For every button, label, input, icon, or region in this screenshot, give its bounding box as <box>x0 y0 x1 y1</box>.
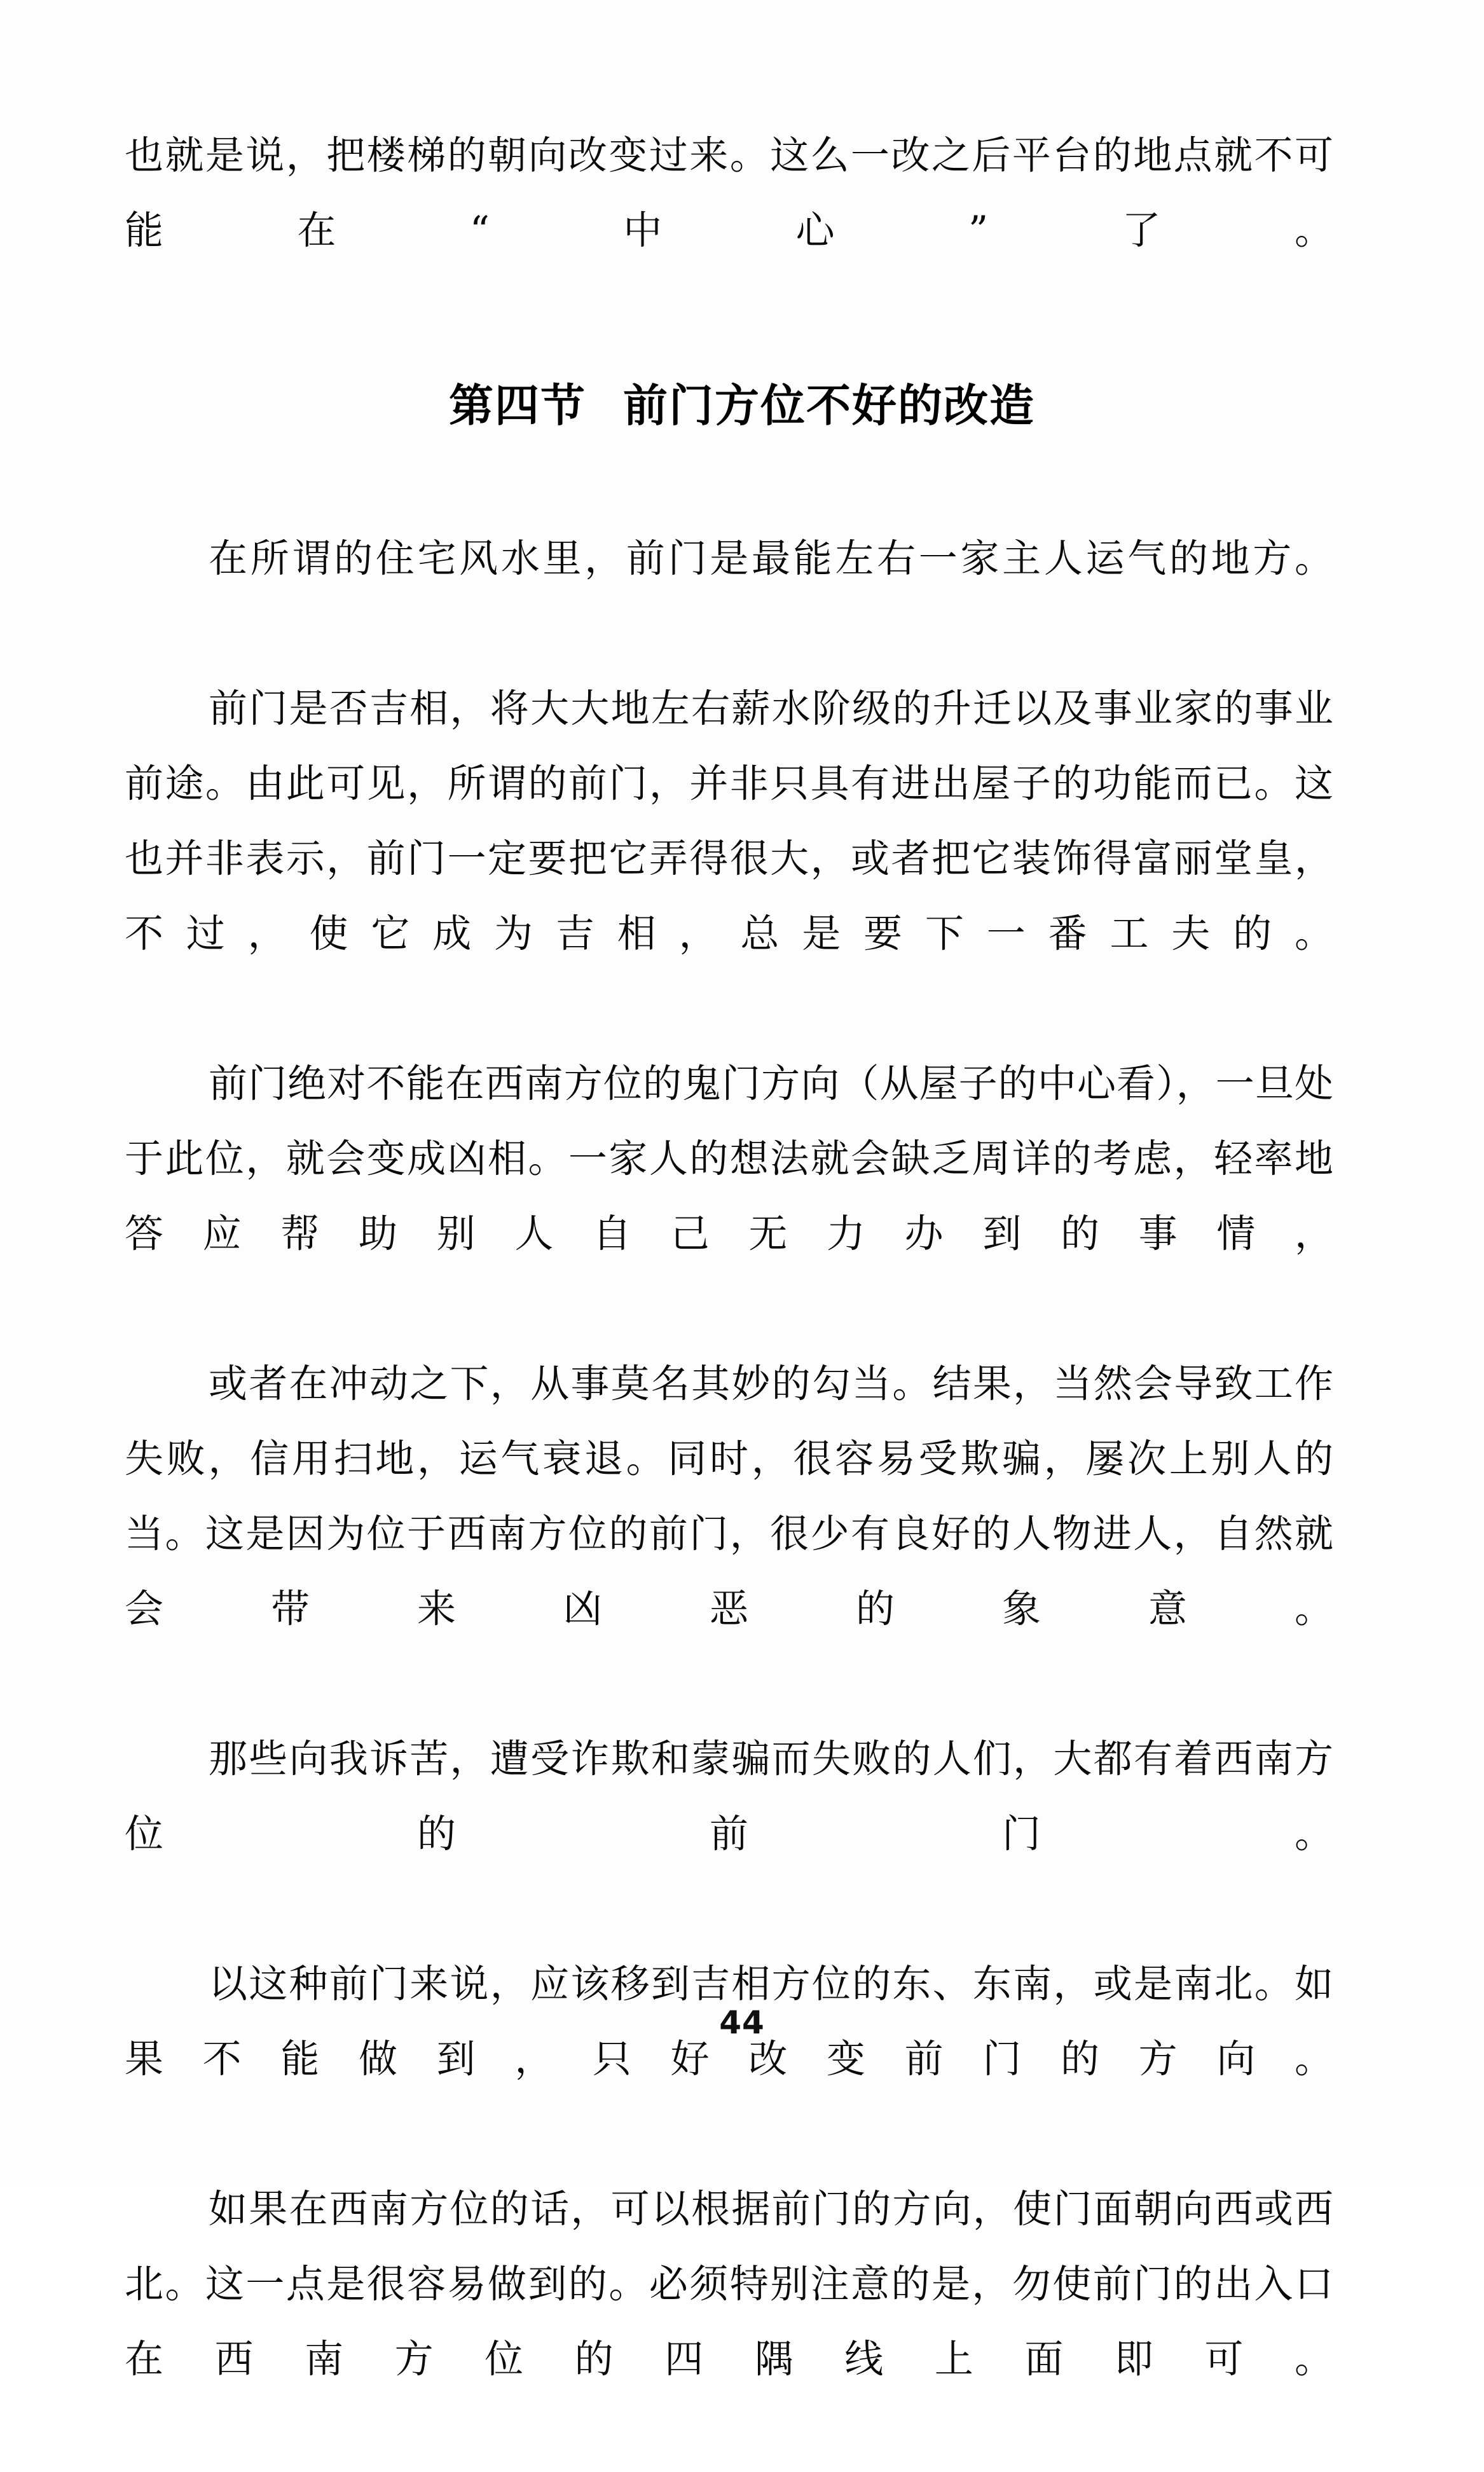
body-block <box>125 521 1334 2472</box>
paragraph-continued: 也就是说，把楼梯的朝向改变过来。这么一改之后平台的地点就不可能在“中心”了。 <box>125 133 1334 253</box>
section-title: 前门方位不好的改造 <box>623 380 1035 432</box>
paragraph: 那些向我诉苦，遭受诈欺和蒙骗而失败的人们，大都有着西南方位的前门。 <box>125 1736 1334 1857</box>
paragraph: 如果在西南方位的话，可以根据前门的方向，使门面朝向西或西北。这一点是很容易做到的。必须特别注意的是，勿使前门的出入口在西南方位的四隅线上面即可。 <box>125 2187 1334 2382</box>
paragraph: 前门是否吉相，将大大地左右薪水阶级的升迁以及事业家的事业前途。由此可见，所谓的前门，并非只具有进出屋子的功能而已。这也并非表示，前门一定要把它弄得很大，或者把它装饰得富丽堂皇，不过，使它成为吉相，总是要下一番工夫的。 <box>125 686 1334 956</box>
paragraph: 前门绝对不能在西南方位的鬼门方向（从屋子的中心看），一旦处于此位，就会变成凶相。一家人的想法就会缺乏周详的考虑，轻率地答应帮助别人自己无力办到的事情， <box>125 1061 1334 1256</box>
paragraph: 在所谓的住宅风水里，前门是最能左右一家主人运气的地方。 <box>209 536 1334 581</box>
paragraph: 或者在冲动之下，从事莫名其妙的勾当。结果，当然会导致工作失败，信用扫地，运气衰退。同时，很容易受欺骗，屡次上别人的当。这是因为位于西南方位的前门，很少有良好的人物进人，自然就会带来凶恶的象意。 <box>125 1361 1334 1631</box>
section-heading <box>0 375 1484 436</box>
section-number: 第四节 <box>449 380 586 432</box>
page-number: 44 <box>719 2004 765 2041</box>
paragraph: 以这种前门来说，应该移到吉相方位的东、东南，或是南北。如果不能做到，只好改变前门的方向。 <box>125 1961 1334 2082</box>
intro-block <box>125 118 1334 343</box>
